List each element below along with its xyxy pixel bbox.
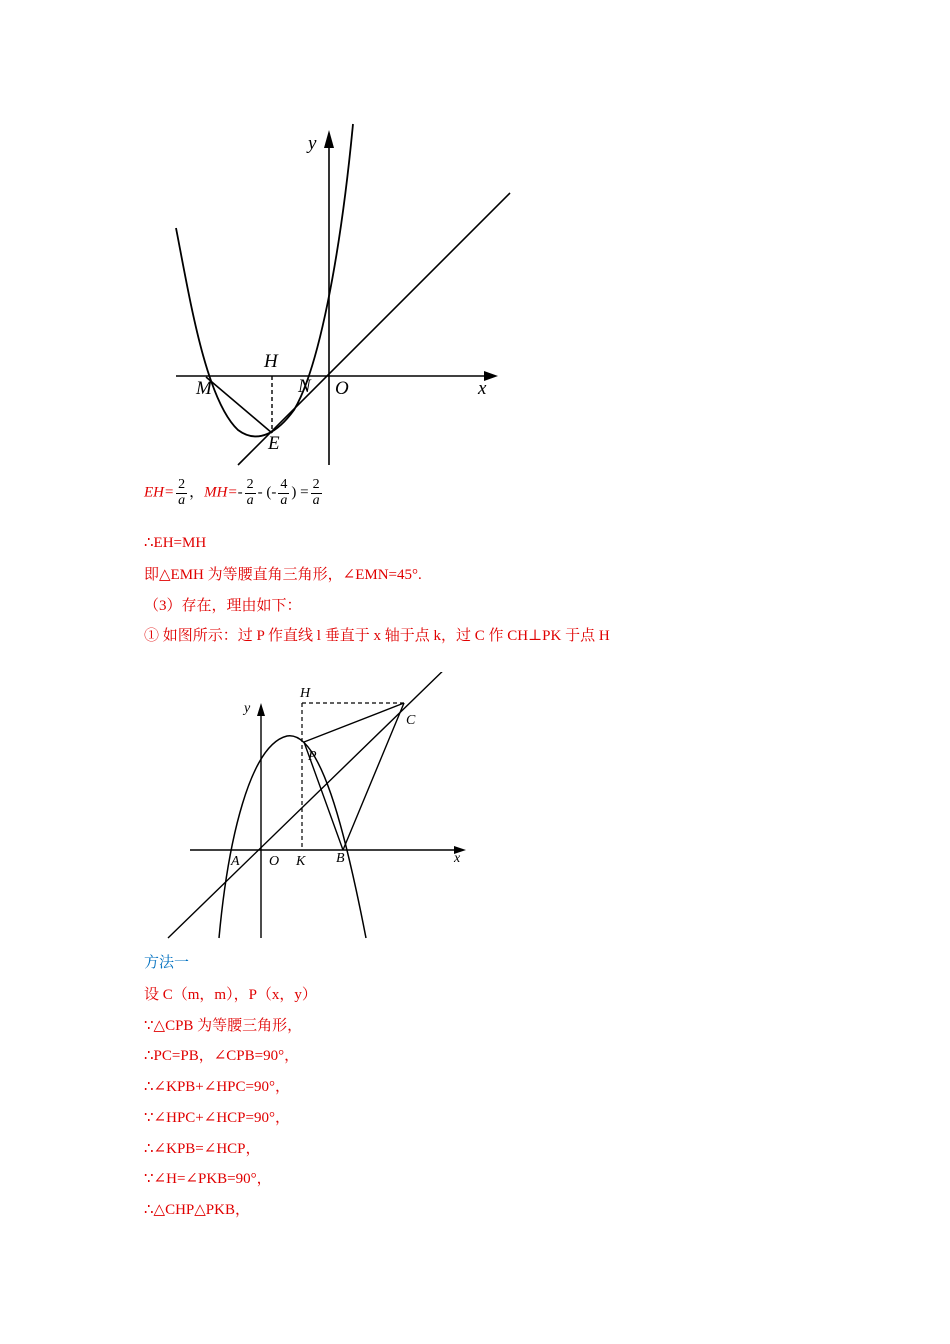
eh-mh-line: EH= $\frac{2}{a}$ ，MH=- $\frac{2}{a}$ - (- $\frac{4}{a}$ ) = $\frac{2}{a}$ xyxy=(144,477,320,508)
fraction-mh-2: $\frac{4}{a}$ xyxy=(280,477,288,508)
label-b: B xyxy=(336,851,345,866)
therefore-kpb-eq-line: ∴∠KPB=∠HCP， xyxy=(144,1141,261,1157)
label-y: y xyxy=(308,133,317,154)
part-3-heading: （3）存在，理由如下： xyxy=(144,598,302,614)
line-y-eq-x xyxy=(168,672,452,938)
label-m: M xyxy=(196,378,212,399)
therefore-similar-line: ∴△CHP△PKB， xyxy=(144,1202,250,1218)
label-n: N xyxy=(298,376,311,397)
method-1-heading: 方法一 xyxy=(144,953,190,971)
label-h-2: H xyxy=(300,686,311,701)
label-o: O xyxy=(335,378,349,399)
y-axis-2-arrow xyxy=(257,703,265,716)
label-k: K xyxy=(296,854,306,869)
label-h: H xyxy=(264,351,278,372)
because-cpb-line: ∵△CPB 为等腰三角形， xyxy=(144,1018,303,1034)
therefore-eh-mh: ∴EH=MH xyxy=(144,535,207,551)
line-oe xyxy=(238,193,510,465)
label-x: x xyxy=(478,378,487,399)
figure-1-svg xyxy=(150,115,530,475)
because-hpc-hcp-line: ∵∠HPC+∠HCP=90°， xyxy=(144,1110,290,1126)
fraction-mh-3: $\frac{2}{a}$ xyxy=(312,477,320,508)
mh-label: MH= xyxy=(204,484,238,501)
segment-me xyxy=(206,377,272,433)
label-p: P xyxy=(308,749,317,764)
label-e: E xyxy=(268,433,280,454)
label-c: C xyxy=(406,713,416,728)
figure-parabola-2 xyxy=(160,672,480,942)
segment-cb xyxy=(343,703,404,850)
label-o-2: O xyxy=(269,854,280,869)
therefore-pc-pb-line: ∴PC=PB，∠CPB=90°， xyxy=(144,1048,300,1064)
label-a: A xyxy=(231,854,240,869)
label-y-2: y xyxy=(244,701,251,716)
set-c-p-line: 设 C（m，m），P（x，y） xyxy=(144,987,317,1003)
figure-parabola-1 xyxy=(150,115,530,475)
figure-2-svg xyxy=(160,672,480,942)
because-h-pkb-line: ∵∠H=∠PKB=90°， xyxy=(144,1171,272,1187)
label-x-2: x xyxy=(454,851,461,866)
isosceles-line: 即△EMH 为等腰直角三角形，∠EMN=45°. xyxy=(144,567,422,583)
therefore-kpb-hpc-line: ∴∠KPB+∠HPC=90°， xyxy=(144,1079,290,1095)
fraction-mh-1: $\frac{2}{a}$ xyxy=(246,477,254,508)
y-axis-arrow xyxy=(324,130,334,148)
step-1-line: ① 如图所示：过 P 作直线 l 垂直于 x 轴于点 k，过 C 作 CH⊥PK 于点 H xyxy=(144,628,610,644)
eh-label: EH= xyxy=(144,484,175,501)
fraction-eh: $\frac{2}{a}$ xyxy=(178,477,186,508)
